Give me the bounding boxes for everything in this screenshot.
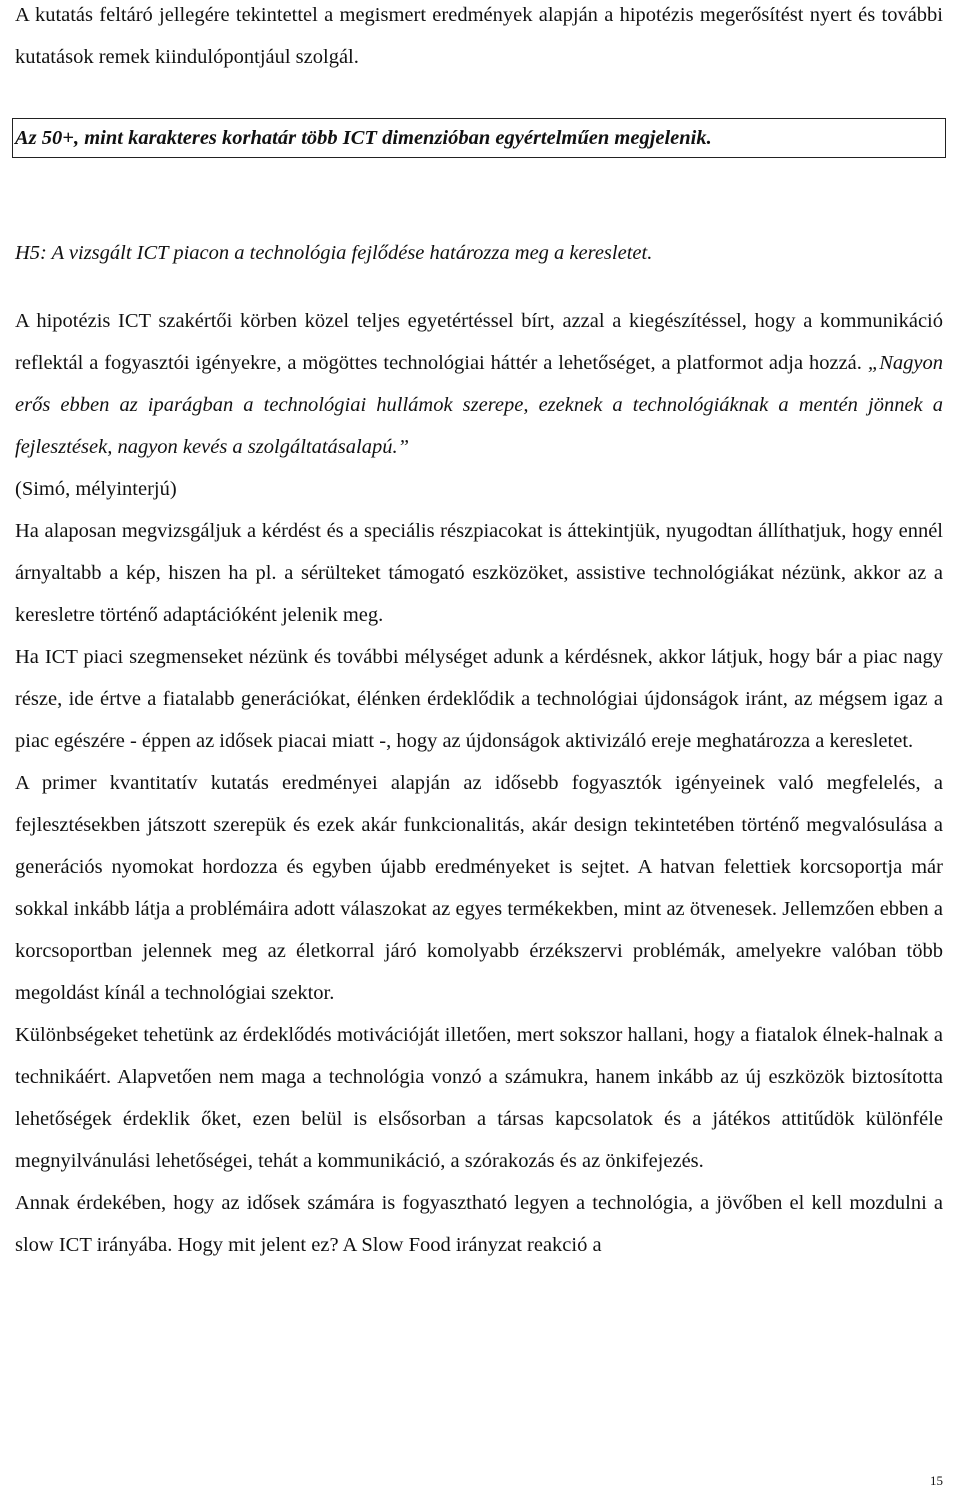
hypothesis-h5: H5: A vizsgált ICT piacon a technológia fejlődése határozza meg a keresletet. xyxy=(15,242,653,264)
paragraph-3: Ha ICT piaci szegmenseket nézünk és további mélységet adunk a kérdésnek, akkor látjuk, hogy bár a piac nagy része, ide értve a fiatalabb generációkat, élénken érdeklődik a technológiai újdonságok iránt, az mégsem igaz a piac egészére - éppen az idősek piacai miatt -, hogy az újdonságok aktivizáló ereje meghatározza a keresletet. xyxy=(15,646,943,752)
body-text xyxy=(15,300,943,1266)
paragraph-1-text: A hipotézis ICT szakértői körben közel teljes egyetértéssel bírt, azzal a kiegészítéssel, hogy a kommunikáció reflektál a fogyasztói igényekre, a mögöttes technológiai háttér a lehetőséget, a platformot adja hozzá. xyxy=(15,310,943,374)
paragraph-1 xyxy=(15,300,943,510)
boxed-statement: Az 50+, mint karakteres korhatár több ICT dimenzióban egyértelműen megjelenik. xyxy=(12,118,946,158)
paragraph-4: A primer kvantitatív kutatás eredményei alapján az idősebb fogyasztók igényeinek való megfelelés, a fejlesztésekben játszott szerepük és ezek akár funkcionalitás, akár design tekintetében történő megvalósulása a generációs nyomokat hordozza és egyben újabb eredményeket is sejtet. A hatvan felettiek korcsoportja már sokkal inkább látja a problémáira adott válaszokat az egyes termékekben, mint az ötvenesek. Jellemzően ebben a korcsoportban jelennek meg az életkorral járó komolyabb érzékszervi problémák, amelyekre valóban több megoldást kínál a technológiai szektor. xyxy=(15,772,943,1004)
interview-quote: „Nagyon erős ebben az iparágban a technológiai hullámok szerepe, ezeknek a technológiáknak a mentén jönnek a fejlesztések, nagyon kevés a szolgáltatásalapú.” xyxy=(15,352,943,458)
paragraph-6: Annak érdekében, hogy az idősek számára is fogyasztható legyen a technológia, a jövőben el kell mozdulni a slow ICT irányába. Hogy mit jelent ez? A Slow Food irányzat reakció a xyxy=(15,1192,943,1256)
paragraph-5: Különbségeket tehetünk az érdeklődés motivációját illetően, mert sokszor hallani, hogy a fiatalok élnek-halnak a technikáért. Alapvetően nem maga a technológia vonzó a számukra, hanem inkább az új eszközök biztosította lehetőségek érdeklik őket, ezen belül is elsősorban a társas kapcsolatok és a játékos attitűdök különféle megnyilvánulási lehetőségei, tehát a kommunikáció, a szórakozás és az önkifejezés. xyxy=(15,1024,943,1172)
paragraph-2: Ha alaposan megvizsgáljuk a kérdést és a speciális részpiacokat is áttekintjük, nyugodtan állíthatjuk, hogy ennél árnyaltabb a kép, hiszen ha pl. a sérülteket támogató eszközöket, assistive technológiákat nézünk, akkor az a keresletre történő adaptációként jelenik meg. xyxy=(15,520,943,626)
intro-paragraph: A kutatás feltáró jellegére tekintettel a megismert eredmények alapján a hipotézis megerősítést nyert és további kutatások remek kiindulópontjául szolgál. xyxy=(15,4,943,68)
quote-source: (Simó, mélyinterjú) xyxy=(15,478,177,500)
page-number: 15 xyxy=(930,1473,943,1488)
